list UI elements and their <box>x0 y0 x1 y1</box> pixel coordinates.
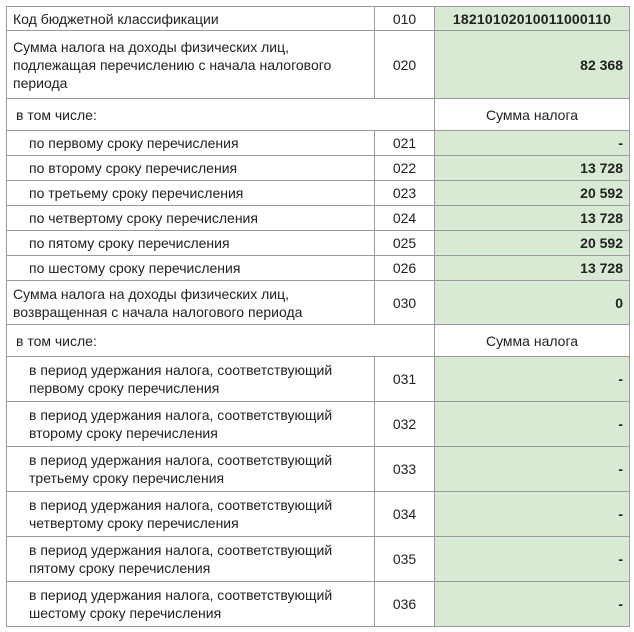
row-code: 030 <box>375 281 435 325</box>
row-label: по первому сроку перечисления <box>7 131 375 156</box>
table-row <box>7 402 630 447</box>
row-value: 20 592 <box>435 181 630 206</box>
row-label: по третьему сроку перечисления <box>7 181 375 206</box>
row-label: в период удержания налога, соответствующий третьему сроку перечисления <box>7 447 375 492</box>
row-label: по второму сроку перечисления <box>7 156 375 181</box>
section-header-row <box>7 99 630 131</box>
row-label: в период удержания налога, соответствующий шестому сроку перечисления <box>7 582 375 627</box>
row-value: - <box>435 131 630 156</box>
row-code: 034 <box>375 492 435 537</box>
row-code: 010 <box>375 7 435 31</box>
row-value: 20 592 <box>435 231 630 256</box>
section-label: в том числе: <box>7 325 435 357</box>
row-value: - <box>435 582 630 627</box>
section-label: в том числе: <box>7 99 435 131</box>
table-row <box>7 537 630 582</box>
tax-report-table <box>6 6 630 627</box>
row-code: 033 <box>375 447 435 492</box>
row-code: 021 <box>375 131 435 156</box>
row-code: 025 <box>375 231 435 256</box>
row-value: 18210102010011000110 <box>435 7 630 31</box>
row-code: 032 <box>375 402 435 447</box>
row-value: 13 728 <box>435 206 630 231</box>
table-row <box>7 206 630 231</box>
table-row <box>7 31 630 99</box>
row-value: - <box>435 447 630 492</box>
table-row <box>7 447 630 492</box>
row-code: 022 <box>375 156 435 181</box>
row-label: в период удержания налога, соответствующий пятому сроку перечисления <box>7 537 375 582</box>
column-header: Сумма налога <box>435 99 630 131</box>
row-label: Сумма налога на доходы физических лиц, подлежащая перечислению с начала налогового периода <box>7 31 375 99</box>
row-code: 031 <box>375 357 435 402</box>
row-value: - <box>435 357 630 402</box>
row-value: - <box>435 537 630 582</box>
table-row <box>7 181 630 206</box>
table-row <box>7 156 630 181</box>
row-code: 024 <box>375 206 435 231</box>
row-label: в период удержания налога, соответствующий первому сроку перечисления <box>7 357 375 402</box>
row-code: 026 <box>375 256 435 281</box>
row-code: 035 <box>375 537 435 582</box>
row-label: по пятому сроку перечисления <box>7 231 375 256</box>
row-value: - <box>435 492 630 537</box>
row-label: Код бюджетной классификации <box>7 7 375 31</box>
row-label: в период удержания налога, соответствующий четвертому сроку перечисления <box>7 492 375 537</box>
table-row <box>7 357 630 402</box>
row-label: Сумма налога на доходы физических лиц, возвращенная с начала налогового периода <box>7 281 375 325</box>
table-row <box>7 281 630 325</box>
section-header-row <box>7 325 630 357</box>
column-header: Сумма налога <box>435 325 630 357</box>
row-label: по шестому сроку перечисления <box>7 256 375 281</box>
table-row <box>7 7 630 31</box>
row-code: 020 <box>375 31 435 99</box>
row-value: - <box>435 402 630 447</box>
row-value: 82 368 <box>435 31 630 99</box>
row-value: 13 728 <box>435 256 630 281</box>
row-code: 036 <box>375 582 435 627</box>
row-code: 023 <box>375 181 435 206</box>
table-row <box>7 256 630 281</box>
row-value: 0 <box>435 281 630 325</box>
row-label: в период удержания налога, соответствующий второму сроку перечисления <box>7 402 375 447</box>
row-label: по четвертому сроку перечисления <box>7 206 375 231</box>
table-row <box>7 492 630 537</box>
table-row <box>7 231 630 256</box>
row-value: 13 728 <box>435 156 630 181</box>
table-row <box>7 131 630 156</box>
table-row <box>7 582 630 627</box>
